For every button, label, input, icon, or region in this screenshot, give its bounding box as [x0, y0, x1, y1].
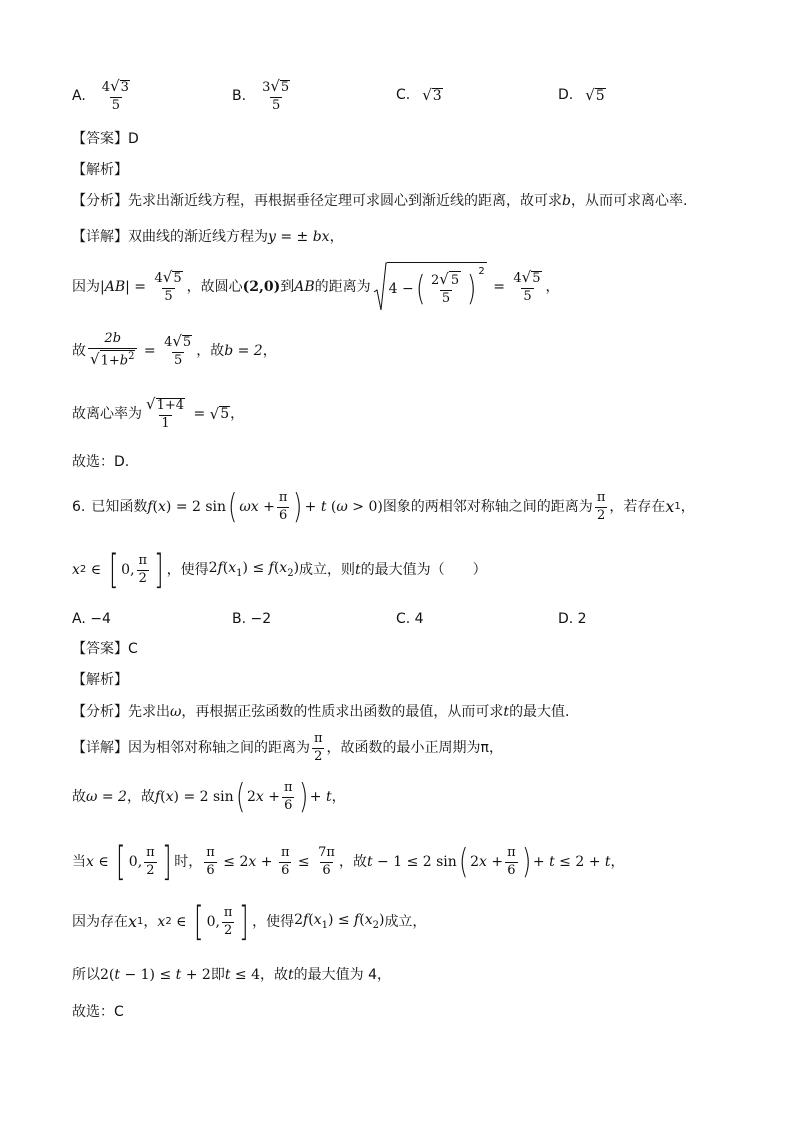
- q6-answer: 【答案】C: [72, 641, 138, 657]
- fraction: 3 √ 5 5: [262, 77, 290, 113]
- fraction: 4 √ 5 5: [513, 268, 541, 304]
- q5-fenxi: 【分析】先求出渐近线方程，再根据垂径定理可求圆心到渐近线的距离，故可求b，从而可求离心率.: [72, 193, 688, 209]
- q5-option-b: [232, 78, 294, 114]
- q6-suoyi-line: 所以 2(t − 1) ≤ t + 2 即 t ≤ 4 ，故 t 的最大值为 4，: [72, 967, 392, 983]
- option-label: A.: [72, 87, 86, 104]
- q6-analysis-tag: 【解析】: [72, 672, 128, 688]
- q5-option-a: [72, 78, 134, 114]
- q5-ab-line: 因为 |AB| = 4 √ 5 5 ，故圆心 (2,0) 到 AB 的距离为 4 − ( 2 √ 5 5 ) $^2$ = 4 √ 5 5 ，: [72, 262, 560, 312]
- q6-exist-line: 因为存在 x 1 ， x 2 ∈ [ 0, $\frac{\pi}{2}$ ] ，使得 $2f(x_1) \le f(x_2)$ 成立，: [72, 899, 427, 945]
- q6-option-d: D. 2: [558, 611, 587, 627]
- q6-stem-line1: 6. 已知函数 f(x) = 2 sin ( ωx + $\frac{\pi}{6}$ ) + t (ω > 0) 图象的两相邻对称轴之间的距离为 $\frac{\pi}{2}$ ，若存在 x 1 ，: [72, 487, 695, 527]
- q5-choose: 故选：D.: [72, 454, 130, 470]
- question-number: 6.: [72, 499, 86, 515]
- q5-b-line: 故 2b √ $1+b^2$ = 4 √ 5 5 ，故 b = 2 ，: [72, 331, 277, 369]
- q5-option-d: D. √ 5: [558, 86, 605, 104]
- fraction: 4 √ 5 5: [154, 268, 182, 304]
- q5-option-c: C. √ 3: [396, 86, 442, 104]
- q5-answer: 【答案】D: [72, 131, 139, 147]
- q6-stem-line2: x 2 ∈ [ 0, $\frac{\pi}{2}$ ] ，使得 $2f(x_1) \le f(x_2)$ 成立，则 t 的最大值为（ ）: [72, 547, 487, 593]
- q6-xiangjie: 【详解】因为相邻对称轴之间的距离为 $\frac{\pi}{2}$ ，故函数的最小正周期为π，: [72, 731, 503, 764]
- option-label: C.: [396, 87, 411, 103]
- fraction: 2b √ $1+b^2$: [88, 332, 137, 369]
- option-label: B.: [232, 87, 247, 104]
- q6-option-c: C. 4: [396, 611, 424, 627]
- q6-omega-line: 故 ω = 2 ，故 f(x) = 2 sin ( 2x + $\frac{\pi}{6}$ ) + t ，: [72, 777, 346, 817]
- big-sqrt: 4 − ( 2 √ 5 5 ) $^2$: [373, 262, 487, 312]
- q6-choose: 故选：C: [72, 1004, 124, 1020]
- q5-xiangjie: 【详解】双曲线的渐近线方程为y = ± bx，: [72, 229, 344, 245]
- q5-analysis-tag: 【解析】: [72, 162, 128, 178]
- q6-fenxi: 【分析】先求出ω，再根据正弦函数的性质求出函数的最值，从而可求t的最大值.: [72, 704, 570, 720]
- abs-ab: |AB|: [100, 279, 130, 295]
- q5-e-line: 故离心率为 √ 1+4 1 = √ 5 ，: [72, 395, 245, 431]
- option-label: D.: [558, 87, 574, 103]
- q6-option-b: B. −2: [232, 611, 272, 627]
- q6-range-line: 当 x ∈ [ 0, $\frac{\pi}{2}$ ] 时， $\frac{\pi}{6}$ ≤ 2x + $\frac{\pi}{6}$ ≤ $\frac{7\pi}{6}$ ，故 t − 1 ≤ 2 sin ( 2x + $\frac{\pi}{6}$ ) + t ≤ 2 + t ，: [72, 839, 625, 885]
- fraction: √ 1+4 1: [146, 395, 184, 431]
- q6-option-a: A. −4: [72, 611, 111, 627]
- fraction: 4 √ 5 5: [164, 331, 192, 368]
- radical-sign: [373, 262, 387, 312]
- fraction: 4 √ 3 5: [101, 77, 129, 113]
